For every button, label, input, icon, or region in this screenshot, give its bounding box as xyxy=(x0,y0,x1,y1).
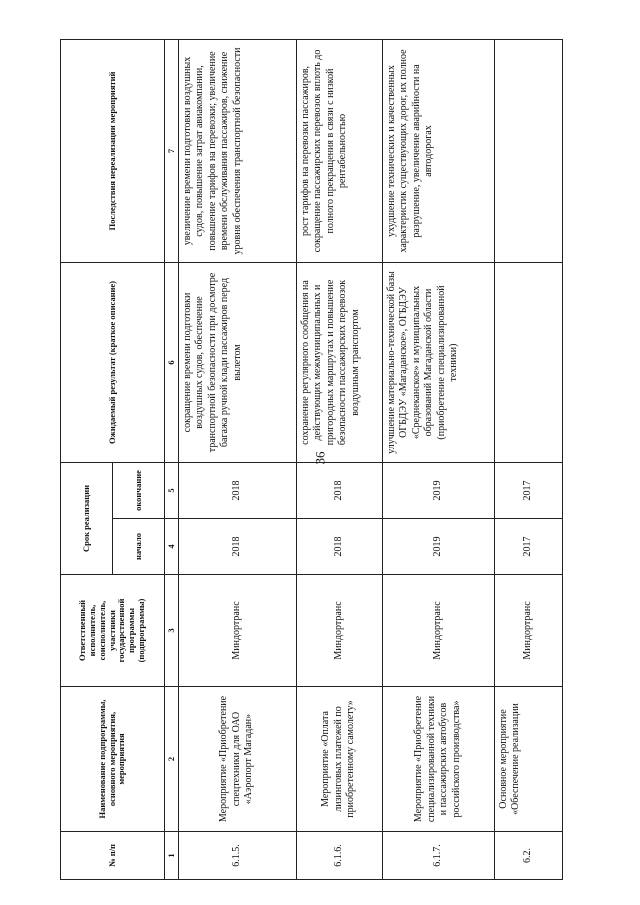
row-executor: Миндортранс xyxy=(382,575,494,687)
row-consequence: ухудшение технических и качественных характеристик существующих дорог, их полное разрушение, увеличение аварийности на автодорогах xyxy=(382,40,494,263)
header-end: окончание xyxy=(113,463,165,519)
row-executor: Миндортранс xyxy=(178,575,296,687)
row-start: 2018 xyxy=(296,519,382,575)
row-result xyxy=(494,263,562,463)
col-number-4: 4 xyxy=(165,519,179,575)
row-executor: Миндортранс xyxy=(296,575,382,687)
table-row xyxy=(296,40,382,880)
col-number-1: 1 xyxy=(165,832,179,880)
col-number-5: 5 xyxy=(165,463,179,519)
header-executor: Ответственный исполнитель, соисполнитель, участники государственной программы (подпрограммы) xyxy=(61,575,165,687)
row-name: Мероприятие «Оплата лизинговых платежей по приобретенному самолету» xyxy=(296,687,382,832)
table-row xyxy=(178,40,296,880)
header-number: № п/п xyxy=(61,832,165,880)
header-start: начало xyxy=(113,519,165,575)
row-result: сокращение времени подготовки воздушных судов, обеспечение транспортной безопасности при досмотре багажа ручной клади пассажиров перед вылетом xyxy=(178,263,296,463)
row-name: Мероприятие «Приобретение специализированной техники и пассажирских автобусов российского производства» xyxy=(382,687,494,832)
row-result: сохранение регулярного сообщения на действующих межмуниципальных и пригородных маршрутах и повышение безопасности пассажирских перевозок воздушным транспортом xyxy=(296,263,382,463)
row-result: улучшение материально-технической базы ОГБДЭУ «Магаданское», ОГБДЭУ «Среднеканское» и муниципальных образований Магаданской области (приобретение специализированной техники) xyxy=(382,263,494,463)
row-start: 2017 xyxy=(494,519,562,575)
row-number: 6.1.5. xyxy=(178,832,296,880)
header-result: Ожидаемый результат (краткое описание) xyxy=(61,263,165,463)
row-end: 2019 xyxy=(382,463,494,519)
row-executor: Миндортранс xyxy=(494,575,562,687)
col-number-6: 6 xyxy=(165,263,179,463)
header-name: Наименование подпрограммы, основного мероприятия, мероприятия xyxy=(61,687,165,832)
rotated-table-container xyxy=(60,40,560,880)
row-start: 2019 xyxy=(382,519,494,575)
row-number: 6.1.7. xyxy=(382,832,494,880)
row-number: 6.2. xyxy=(494,832,562,880)
table-row xyxy=(382,40,494,880)
row-end: 2017 xyxy=(494,463,562,519)
row-name: Мероприятие «Приобретение спецтехники для ОАО «Аэропорт Магадан» xyxy=(178,687,296,832)
table-row xyxy=(494,40,562,880)
row-start: 2018 xyxy=(178,519,296,575)
program-measures-table xyxy=(60,39,563,880)
row-consequence xyxy=(494,40,562,263)
row-consequence: увеличение времени подготовки воздушных судов, повышение затрат авиакомпании, повышение тарифов на перевозки; увеличение времени обслуживания пассажиров, снижение уровня обеспечения транспортной безопасности xyxy=(178,40,296,263)
row-number: 6.1.6. xyxy=(296,832,382,880)
header-consequence: Последствия нереализации мероприятий xyxy=(61,40,165,263)
header-term: Срок реализации xyxy=(61,463,113,575)
col-number-3: 3 xyxy=(165,575,179,687)
row-consequence: рост тарифов на перевозки пассажиров, сокращение пассажирских перевозок вплоть до полного прекращения в связи с низкой рентабельностью xyxy=(296,40,382,263)
page-number: 36 xyxy=(312,451,327,465)
row-end: 2018 xyxy=(178,463,296,519)
row-end: 2018 xyxy=(296,463,382,519)
row-name: Основное мероприятие «Обеспечение реализации xyxy=(494,687,562,832)
col-number-7: 7 xyxy=(165,40,179,263)
col-number-2: 2 xyxy=(165,687,179,832)
